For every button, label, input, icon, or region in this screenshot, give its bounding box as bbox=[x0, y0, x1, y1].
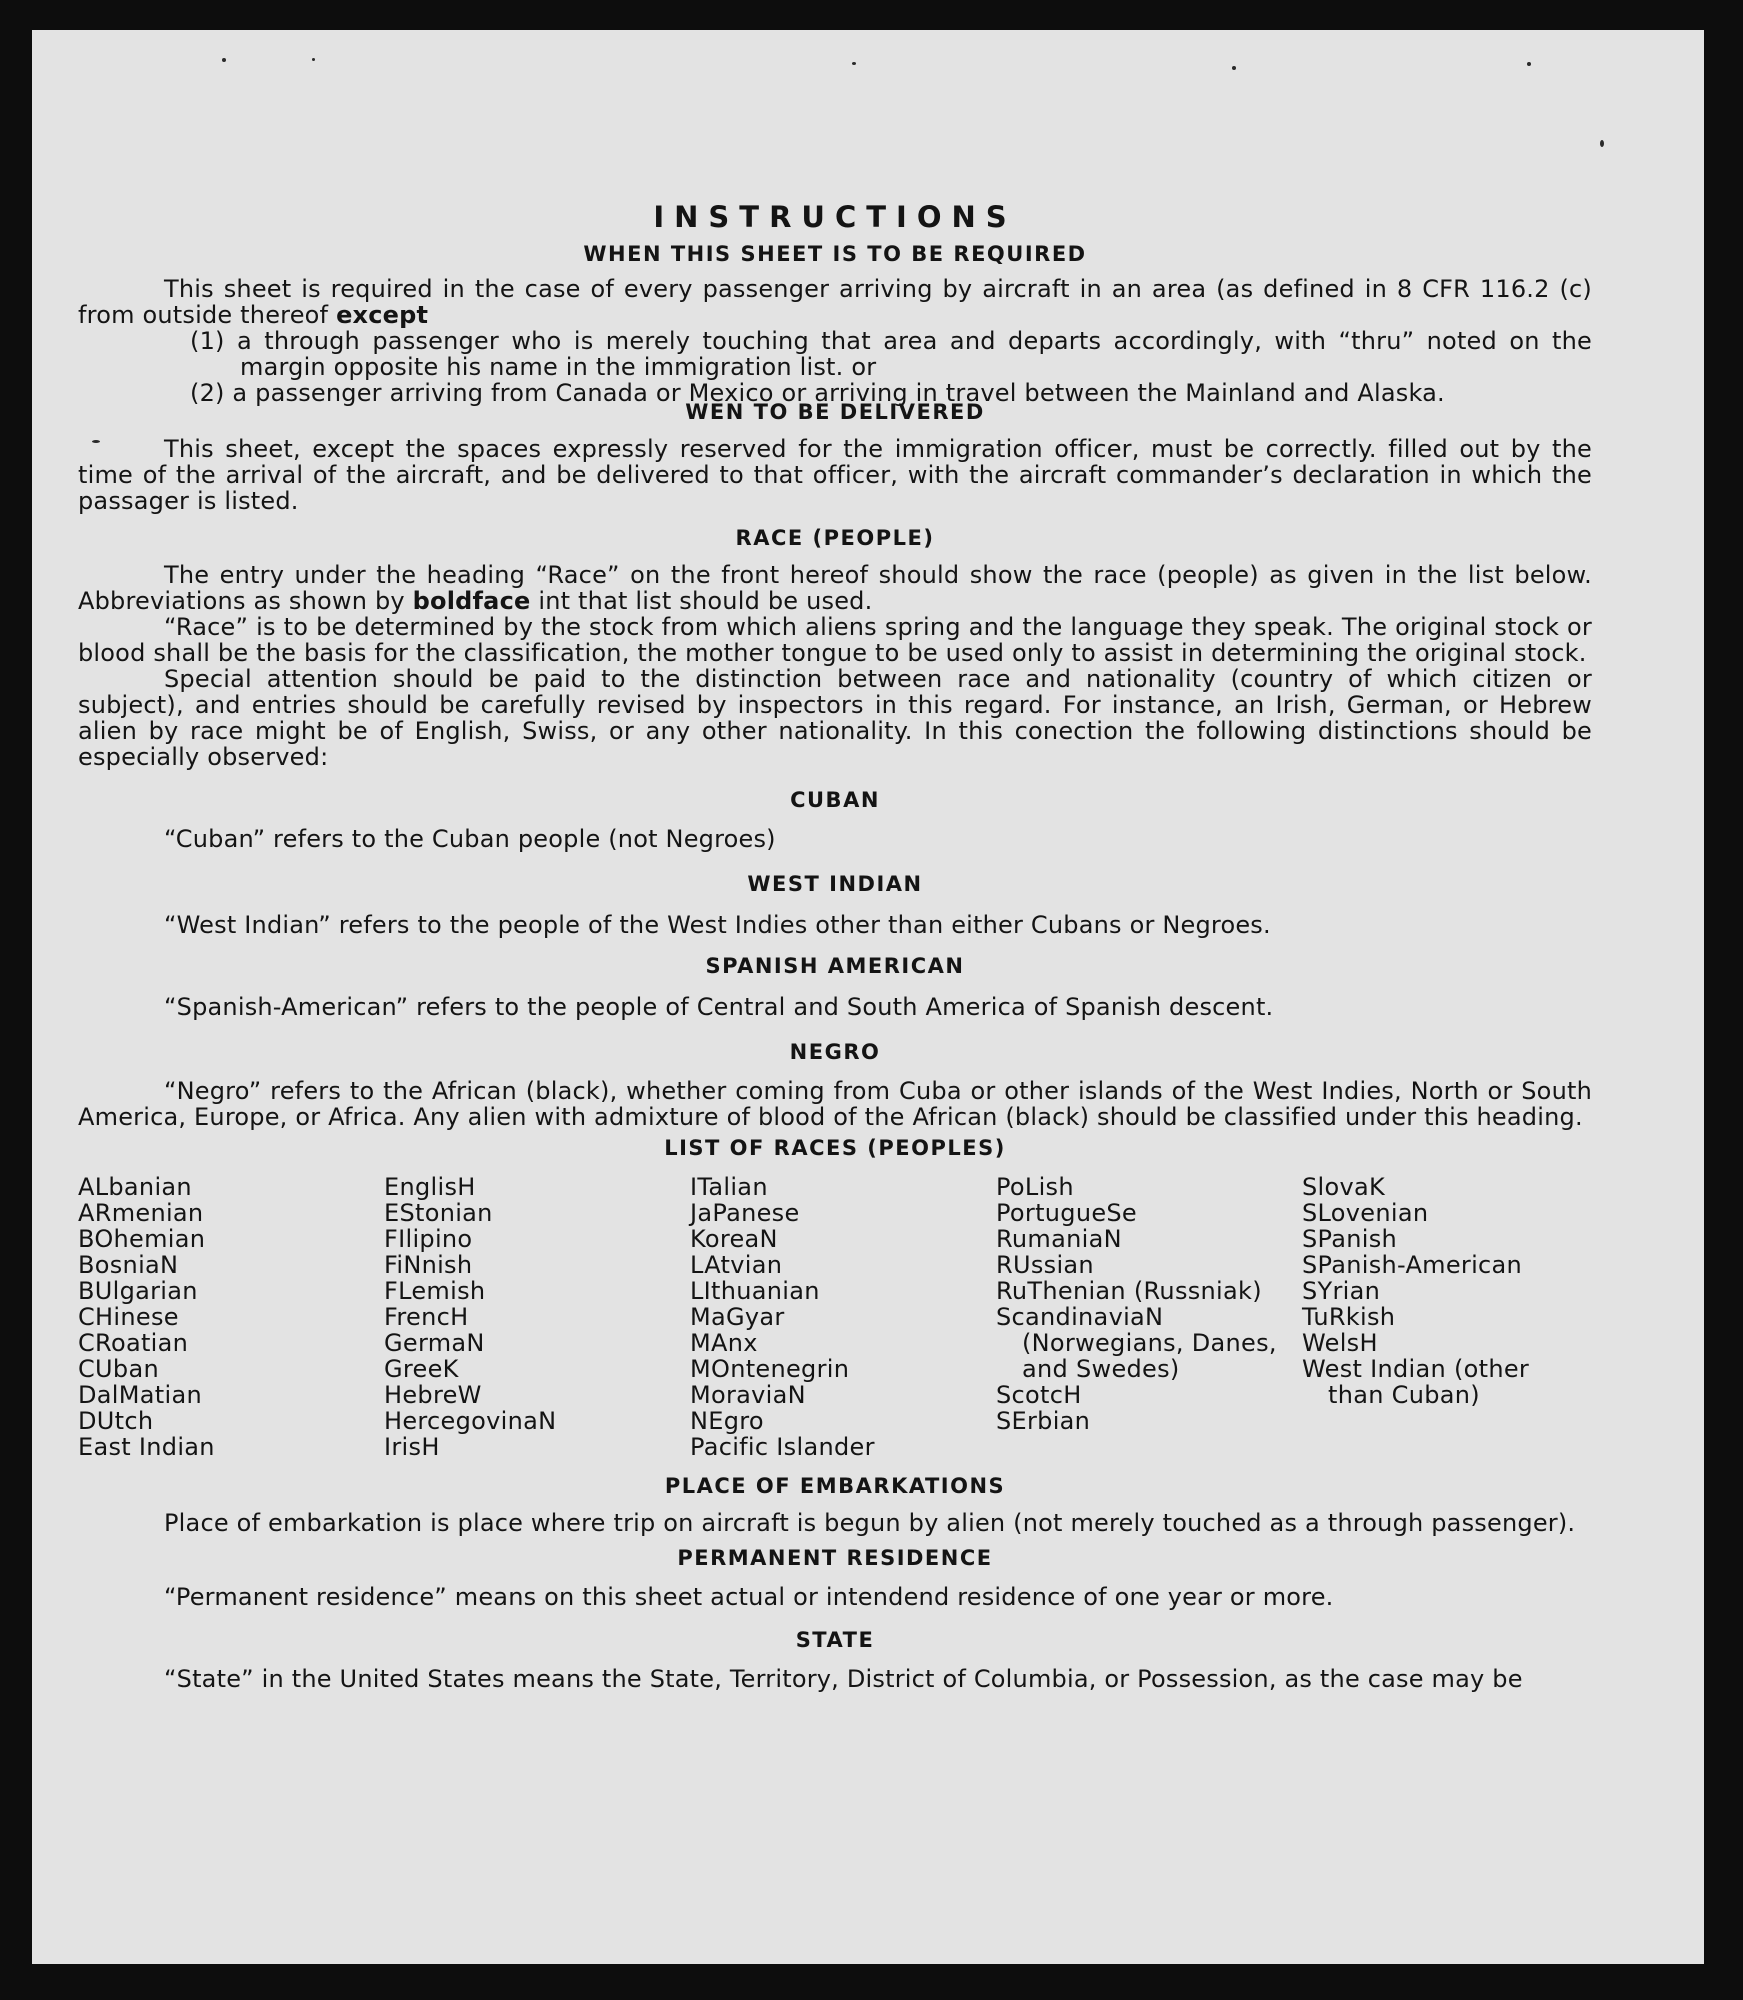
scan-speck bbox=[222, 58, 226, 62]
race-entry: HebreW bbox=[384, 1381, 482, 1409]
race-column bbox=[1302, 1174, 1592, 1460]
race-entry: HercegovinaN bbox=[384, 1407, 557, 1435]
race-entry: LAtvian bbox=[690, 1251, 783, 1279]
race-entry: SPanish-American bbox=[1302, 1251, 1523, 1279]
when-required-intro-bold: except bbox=[336, 301, 429, 329]
race-entry: JaPanese bbox=[690, 1199, 800, 1227]
when-required-intro bbox=[78, 276, 1592, 328]
when-delivered-text: This sheet, except the spaces expressly reserved for the immigration officer, must be correctly. filled out by the time of the arrival of the aircraft, and be delivered to that officer, with the aircraft commander’s declaration in which the passager is listed. bbox=[78, 435, 1592, 515]
race-entry: DUtch bbox=[78, 1407, 154, 1435]
race-entry: BUlgarian bbox=[78, 1277, 198, 1305]
race-entry: NEgro bbox=[690, 1407, 764, 1435]
when-required-intro-text: This sheet is required in the case of every passenger arriving by aircraft in an area (as defined in 8 CFR 116.2 (c) from outside thereof bbox=[78, 275, 1592, 329]
race-entry: CHinese bbox=[78, 1303, 179, 1331]
race-entry: MaGyar bbox=[690, 1303, 785, 1331]
west-indian-text: “West Indian” refers to the people of the West Indies other than either Cubans or Negroes. bbox=[164, 911, 1271, 939]
heading-state: STATE bbox=[795, 1628, 875, 1652]
race-entry: FrencH bbox=[384, 1303, 469, 1331]
heading-race: RACE (PEOPLE) bbox=[735, 526, 935, 550]
scan-speck bbox=[1527, 62, 1531, 66]
race-list bbox=[78, 1174, 1592, 1460]
document-sheet bbox=[32, 30, 1704, 1964]
race-entry: EStonian bbox=[384, 1199, 493, 1227]
race-column bbox=[78, 1174, 368, 1460]
heading-list-of-races: LIST OF RACES (PEOPLES) bbox=[664, 1136, 1006, 1160]
race-entry: TuRkish bbox=[1302, 1303, 1396, 1331]
document-title: INSTRUCTIONS bbox=[653, 200, 1017, 234]
race-column bbox=[690, 1174, 980, 1460]
permanent-residence-text: “Permanent residence” means on this sheet actual or intendend residence of one year or more. bbox=[164, 1583, 1334, 1611]
race-entry: LIthuanian bbox=[690, 1277, 820, 1305]
race-p1-a: The entry under the heading “Race” on the front hereof should show the race (people) as given in the list below. Abbreviations as shown by bbox=[78, 561, 1592, 615]
race-entry: DalMatian bbox=[78, 1381, 202, 1409]
heading-negro: NEGRO bbox=[789, 1040, 881, 1064]
scan-speck bbox=[852, 62, 856, 65]
race-entry: FLemish bbox=[384, 1277, 486, 1305]
heading-embarkation: PLACE OF EMBARKATIONS bbox=[664, 1474, 1006, 1498]
race-p1-bold: boldface bbox=[412, 587, 531, 615]
scan-speck bbox=[312, 58, 315, 61]
heading-west-indian: WEST INDIAN bbox=[747, 872, 923, 896]
heading-when-delivered: WEN TO BE DELIVERED bbox=[685, 400, 985, 424]
negro-text: “Negro” refers to the African (black), whether coming from Cuba or other islands of the West Indies, North or South America, Europe, or Africa. Any alien with admixture of blood of the African (black) should be classified under this heading. bbox=[78, 1077, 1592, 1131]
when-required-item-1: (1) a through passenger who is merely touching that area and departs accordingly, with “thru” noted on the margin opposite his name in the immigration list. or bbox=[190, 327, 1592, 381]
race-entry: ARmenian bbox=[78, 1199, 204, 1227]
race-entry: CUban bbox=[78, 1355, 159, 1383]
race-entry: West Indian (other than Cuban) bbox=[1302, 1355, 1530, 1409]
race-entry: SPanish bbox=[1302, 1225, 1398, 1253]
race-entry: RumaniaN bbox=[996, 1225, 1122, 1253]
race-entry: ALbanian bbox=[78, 1173, 192, 1201]
race-entry: IrisH bbox=[384, 1433, 440, 1461]
race-column bbox=[996, 1174, 1286, 1460]
race-entry: KoreaN bbox=[690, 1225, 778, 1253]
race-entry: ScotcH bbox=[996, 1381, 1082, 1409]
race-entry: SErbian bbox=[996, 1407, 1091, 1435]
race-entry: PortugueSe bbox=[996, 1199, 1137, 1227]
heading-when-required: WHEN THIS SHEET IS TO BE REQUIRED bbox=[583, 242, 1087, 266]
race-entry: SYrian bbox=[1302, 1277, 1381, 1305]
spanish-american-text: “Spanish-American” refers to the people of Central and South America of Spanish descent. bbox=[164, 993, 1274, 1021]
state-text: “State” in the United States means the State, Territory, District of Columbia, or Possession, as the case may be bbox=[164, 1665, 1523, 1693]
race-entry: GreeK bbox=[384, 1355, 459, 1383]
when-required-item-2: (2) a passenger arriving from Canada or Mexico or arriving in travel between the Mainland and Alaska. bbox=[190, 379, 1445, 407]
race-entry: ITalian bbox=[690, 1173, 768, 1201]
cuban-text: “Cuban” refers to the Cuban people (not Negroes) bbox=[164, 825, 776, 853]
race-entry: RuThenian (Russniak) bbox=[996, 1277, 1262, 1305]
race-entry: SLovenian bbox=[1302, 1199, 1429, 1227]
race-entry: SlovaK bbox=[1302, 1173, 1386, 1201]
race-entry: Pacific Islander bbox=[690, 1433, 875, 1461]
race-entry: GermaN bbox=[384, 1329, 485, 1357]
race-entry: FIlipino bbox=[384, 1225, 473, 1253]
race-entry: BOhemian bbox=[78, 1225, 206, 1253]
heading-spanish-american: SPANISH AMERICAN bbox=[705, 954, 965, 978]
race-entry: PoLish bbox=[996, 1173, 1074, 1201]
race-entry: MAnx bbox=[690, 1329, 758, 1357]
race-entry: EnglisH bbox=[384, 1173, 476, 1201]
race-p1-b: int that list should be used. bbox=[538, 587, 873, 615]
race-entry: MOntenegrin bbox=[690, 1355, 850, 1383]
race-paragraph-3: Special attention should be paid to the distinction between race and nationality (country of which citizen or subject), and entries should be carefully revised by inspectors in this regard. For instance, an Irish, German, or Hebrew alien by race might be of English, Swiss, or any other nationality. In this conection the following distinctions should be especially observed: bbox=[78, 665, 1592, 771]
race-entry: RUssian bbox=[996, 1251, 1094, 1279]
heading-permanent-residence: PERMANENT RESIDENCE bbox=[677, 1546, 993, 1570]
race-paragraph-1 bbox=[78, 562, 1592, 614]
heading-cuban: CUBAN bbox=[790, 788, 880, 812]
race-column bbox=[384, 1174, 674, 1460]
race-entry: CRoatian bbox=[78, 1329, 189, 1357]
scan-speck bbox=[1600, 140, 1604, 147]
race-entry: East Indian bbox=[78, 1433, 215, 1461]
race-entry: BosniaN bbox=[78, 1251, 179, 1279]
document-content bbox=[78, 170, 1592, 1692]
race-entry: WelsH bbox=[1302, 1329, 1378, 1357]
race-entry: FiNnish bbox=[384, 1251, 473, 1279]
race-paragraph-2: “Race” is to be determined by the stock from which aliens spring and the language they speak. The original stock or blood shall be the basis for the classification, the mother tongue to be used only to assist in determining the original stock. bbox=[78, 613, 1592, 667]
scan-speck bbox=[1232, 66, 1236, 70]
race-entry: ScandinaviaN (Norwegians, Danes, and Swedes) bbox=[996, 1303, 1277, 1383]
race-entry: MoraviaN bbox=[690, 1381, 806, 1409]
embarkation-text: Place of embarkation is place where trip on aircraft is begun by alien (not merely touched as a through passenger). bbox=[164, 1509, 1576, 1537]
